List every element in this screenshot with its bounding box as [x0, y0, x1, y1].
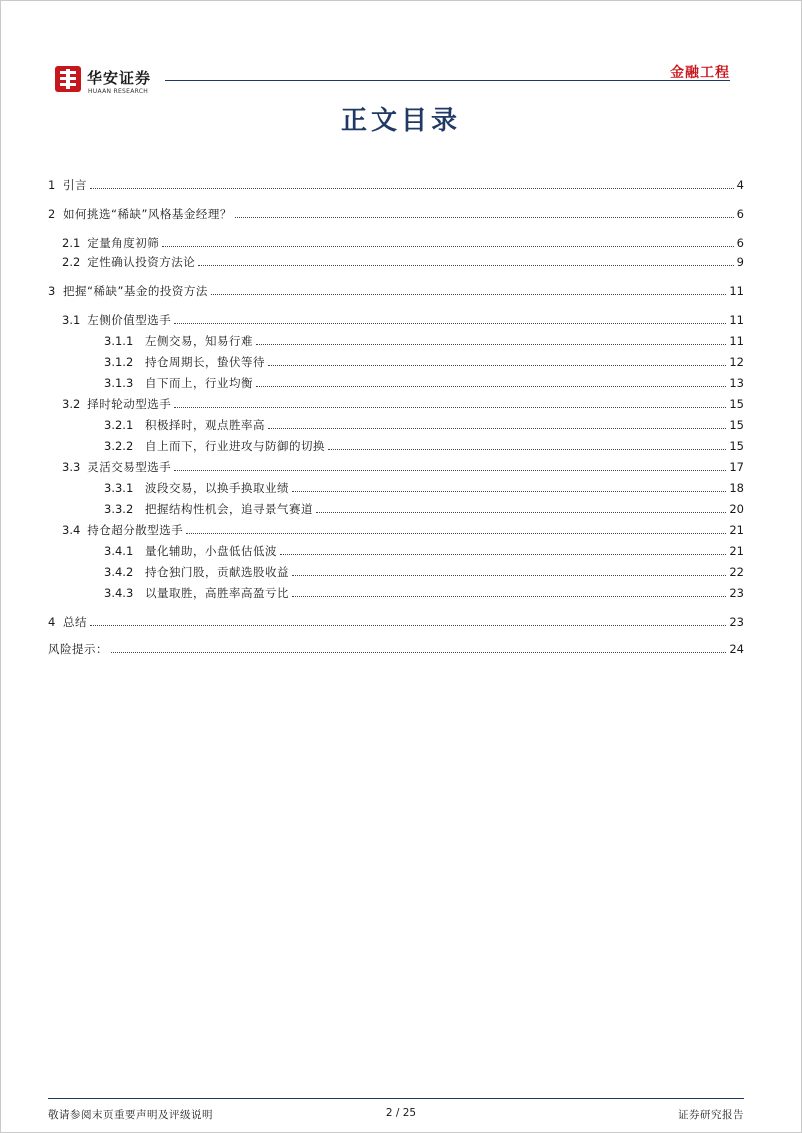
toc-entry[interactable]	[48, 230, 744, 250]
toc-dot-leader	[292, 491, 726, 492]
toc-dot-leader	[90, 625, 726, 626]
toc-entry-page: 17	[729, 460, 744, 474]
footer-divider	[48, 1098, 744, 1099]
toc-entry-title: 如何挑选“稀缺”风格基金经理？	[63, 207, 232, 221]
toc-entry[interactable]	[48, 454, 744, 474]
footer-disclaimer: 敬请参阅末页重要声明及评级说明	[48, 1109, 213, 1121]
toc-entry-title: 定性确认投资方法论	[87, 255, 196, 269]
toc-entry-title: 择时轮动型选手	[87, 397, 172, 411]
toc-dot-leader	[90, 188, 734, 189]
toc-entry-page: 11	[729, 334, 744, 348]
toc-entry-number: 3.4.3	[104, 586, 134, 600]
toc-entry[interactable]	[48, 433, 744, 453]
toc-entry-number: 4	[48, 615, 56, 629]
toc-entry[interactable]	[48, 475, 744, 495]
toc-dot-leader	[186, 533, 726, 534]
toc-entry-page: 11	[729, 313, 744, 327]
toc-entry-title: 持仓周期长，蛰伏等待	[145, 355, 265, 369]
toc-entry-page: 18	[729, 481, 744, 495]
toc-entry-title: 定量角度初筛	[87, 236, 160, 250]
toc-entry-page: 15	[729, 397, 744, 411]
toc-entry[interactable]	[48, 517, 744, 537]
toc-dot-leader	[316, 512, 726, 513]
toc-dot-leader	[268, 365, 726, 366]
toc-entry-page: 4	[736, 178, 744, 192]
toc-entry-number: 3.3.2	[104, 502, 134, 516]
toc-entry-title: 风险提示：	[48, 642, 108, 656]
toc-entry-title: 左侧价值型选手	[87, 313, 172, 327]
toc-entry-title: 自上而下，行业进攻与防御的切换	[145, 439, 325, 453]
toc-entry-number: 3.3.1	[104, 481, 134, 495]
page-number: 2 / 25	[385, 1107, 417, 1119]
toc-entry[interactable]	[48, 328, 744, 348]
toc-entry-title: 持仓独门股，贡献选股收益	[145, 565, 289, 579]
toc-entry-number: 3.2.2	[104, 439, 134, 453]
toc-entry-page: 15	[729, 418, 744, 432]
toc-entry-number: 3	[48, 284, 56, 298]
toc-entry-page: 21	[729, 544, 744, 558]
toc-entry-page: 20	[729, 502, 744, 516]
toc-entry-page: 6	[736, 207, 744, 221]
toc-entry-number: 3.1.2	[104, 355, 134, 369]
toc-dot-leader	[174, 407, 726, 408]
toc-entry[interactable]	[48, 559, 744, 579]
toc-entry-title: 波段交易，以换手换取业绩	[145, 481, 289, 495]
toc-entry-page: 24	[729, 642, 744, 656]
toc-entry-number: 3.2.1	[104, 418, 134, 432]
page-title: 正文目录	[340, 106, 461, 136]
toc-entry[interactable]	[48, 349, 744, 369]
toc-entry-title: 总结	[63, 615, 87, 629]
toc-entry-number: 3.4.2	[104, 565, 134, 579]
toc-entry-page: 23	[729, 586, 744, 600]
toc-entry-title: 以量取胜，高胜率高盈亏比	[145, 586, 289, 600]
toc-dot-leader	[292, 596, 726, 597]
toc-entry-number: 2.2	[62, 255, 81, 269]
toc-entry-number: 3.1	[62, 313, 81, 327]
toc-entry-number: 3.2	[62, 397, 81, 411]
toc-entry-page: 21	[729, 523, 744, 537]
toc-dot-leader	[198, 265, 733, 266]
toc-entry[interactable]	[48, 201, 744, 221]
toc-dot-leader	[174, 470, 726, 471]
toc-entry-page: 13	[729, 376, 744, 390]
toc-entry-page: 11	[729, 284, 744, 298]
footer-report-type: 证券研究报告	[678, 1109, 744, 1121]
logo-mark-icon	[55, 66, 81, 92]
toc-dot-leader	[111, 652, 726, 653]
toc-entry-title: 持仓超分散型选手	[87, 523, 184, 537]
toc-entry-title: 积极择时，观点胜率高	[145, 418, 265, 432]
toc-entry-title: 量化辅助，小盘低估低波	[145, 544, 277, 558]
logo-chinese-name: 华安证券	[87, 69, 152, 87]
toc-entry-number: 3.4	[62, 523, 81, 537]
toc-entry-title: 引言	[63, 178, 87, 192]
toc-dot-leader	[211, 294, 726, 295]
toc-dot-leader	[174, 323, 726, 324]
toc-entry[interactable]	[48, 249, 744, 269]
toc-entry-number: 1	[48, 178, 56, 192]
toc-entry[interactable]	[48, 496, 744, 516]
toc-entry-number: 3.4.1	[104, 544, 134, 558]
toc-entry[interactable]	[48, 538, 744, 558]
toc-entry-title: 把握结构性机会，追寻景气赛道	[145, 502, 313, 516]
toc-entry[interactable]	[48, 370, 744, 390]
report-category: 金融工程	[670, 65, 730, 81]
toc-entry-page: 6	[736, 236, 744, 250]
toc-entry[interactable]	[48, 278, 744, 298]
toc-dot-leader	[162, 246, 733, 247]
toc-entry[interactable]	[48, 609, 744, 629]
toc-entry-page: 23	[729, 615, 744, 629]
toc-dot-leader	[328, 449, 726, 450]
toc-entry[interactable]	[48, 307, 744, 327]
toc-entry-number: 3.1.3	[104, 376, 134, 390]
toc-dot-leader	[256, 344, 726, 345]
toc-entry-page: 22	[729, 565, 744, 579]
toc-dot-leader	[256, 386, 726, 387]
toc-entry[interactable]	[48, 172, 744, 192]
toc-entry-page: 9	[736, 255, 744, 269]
company-logo	[55, 66, 163, 100]
toc-entry-title: 自下而上，行业均衡	[145, 376, 253, 390]
toc-dot-leader	[280, 554, 726, 555]
toc-dot-leader	[268, 428, 726, 429]
toc-entry[interactable]	[48, 391, 744, 411]
toc-entry-page: 15	[729, 439, 744, 453]
toc-entry-page: 12	[729, 355, 744, 369]
logo-english-name: HUAAN RESEARCH	[88, 88, 149, 95]
toc-dot-leader	[292, 575, 726, 576]
header-divider	[165, 80, 730, 81]
toc-entry[interactable]	[48, 580, 744, 600]
toc-entry-number: 2	[48, 207, 56, 221]
toc-entry[interactable]	[48, 636, 744, 656]
toc-dot-leader	[235, 217, 734, 218]
toc-entry-title: 左侧交易，知易行难	[145, 334, 253, 348]
toc-entry[interactable]	[48, 412, 744, 432]
toc-entry-number: 3.1.1	[104, 334, 134, 348]
toc-entry-number: 2.1	[62, 236, 81, 250]
toc-entry-title: 灵活交易型选手	[87, 460, 172, 474]
toc-entry-number: 3.3	[62, 460, 81, 474]
toc-entry-title: 把握“稀缺”基金的投资方法	[63, 284, 208, 298]
